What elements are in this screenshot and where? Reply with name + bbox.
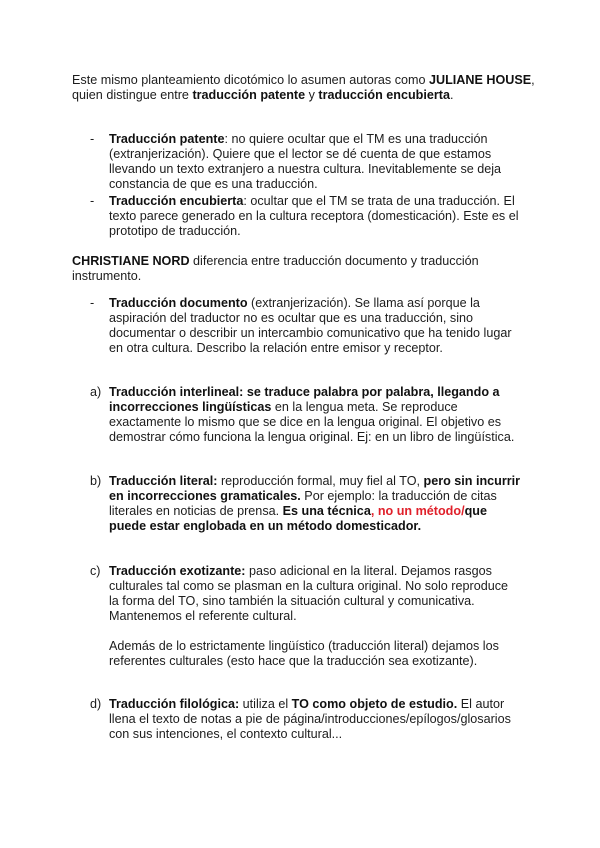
nord-text: diferencia entre traducción documento y traducción instrumento. bbox=[72, 254, 479, 283]
author-name-house: JULIANE HOUSE bbox=[429, 73, 532, 87]
list-marker: - bbox=[90, 296, 95, 310]
intro-paragraph bbox=[72, 73, 542, 103]
list-item-term: Traducción documento bbox=[109, 296, 248, 310]
list-item-term: Traducción exotizante: bbox=[109, 564, 246, 578]
intro-text: . bbox=[449, 88, 454, 102]
list-item-text bbox=[109, 296, 521, 356]
list-marker: a) bbox=[90, 385, 102, 399]
list-item-text bbox=[109, 697, 521, 742]
list-item-term: Traducción encubierta bbox=[109, 194, 244, 208]
list-marker: c) bbox=[90, 564, 101, 578]
nord-paragraph bbox=[72, 254, 542, 284]
list-item-text bbox=[109, 474, 521, 534]
intro-text: y bbox=[305, 88, 319, 102]
intro-text: Este mismo planteamiento dicotómico lo asumen autoras como bbox=[72, 73, 429, 87]
term-encubierta: traducción encubierta bbox=[318, 88, 450, 102]
list-item-emphasis: pero sin incurrir en incorrecciones gramaticales. bbox=[109, 474, 521, 503]
list-item-body: en la lengua meta. Se reproduce exactamente lo mismo que se dice en la lengua original. El objetivo es demostrar cómo funciona la lengua original. Ej: en un libro de lingüística. bbox=[109, 400, 515, 444]
list-item-body: paso adicional en la literal. Dejamos rasgos culturales tal como se plasman en la cultura original. No solo reproduce la forma del TO, sino también la situación cultural y comunicativa. Mantenemos el referente cultural. bbox=[109, 564, 509, 623]
list-item-emphasis: Es una técnica bbox=[282, 504, 371, 518]
list-item-emphasis: TO como objeto de estudio. bbox=[291, 697, 458, 711]
list-item-body: Por ejemplo: la traducción de citas literales en noticias de prensa. bbox=[109, 489, 497, 518]
author-name-nord: CHRISTIANE NORD bbox=[72, 254, 190, 268]
list-item-body: : ocultar que el TM se trata de una traducción. El texto parece generado en la cultura receptora (domesticación). Este es el prototipo de traducción. bbox=[109, 194, 519, 238]
list-item-emphasis: que puede estar englobada en un método domesticador. bbox=[109, 504, 487, 533]
intro-text: , quien distingue entre bbox=[72, 73, 535, 102]
list-marker: d) bbox=[90, 697, 102, 711]
list-item-paragraph: Además de lo estrictamente lingüístico (traducción literal) dejamos los referentes culturales (esto hace que la traducción sea exotizante). bbox=[109, 639, 499, 668]
term-patente: traducción patente bbox=[192, 88, 306, 102]
list-item-text bbox=[109, 385, 521, 445]
list-item-paragraph bbox=[109, 564, 521, 624]
list-item-term: Traducción patente bbox=[109, 132, 225, 146]
list-item-text bbox=[109, 564, 521, 669]
list-item-term: Traducción filológica: bbox=[109, 697, 240, 711]
red-highlight: , no un método/ bbox=[370, 504, 465, 518]
list-item-text bbox=[109, 132, 521, 192]
list-item-body: reproducción formal, muy fiel al TO, bbox=[217, 474, 424, 488]
list-marker: - bbox=[90, 132, 95, 146]
list-item-body: utiliza el bbox=[239, 697, 292, 711]
list-item-term: Traducción interlineal: se traduce palabra por palabra, llegando a incorrecciones lingüísticas bbox=[109, 385, 500, 414]
list-item-text bbox=[109, 194, 521, 239]
list-marker: b) bbox=[90, 474, 102, 488]
list-item-body: : no quiere ocultar que el TM es una traducción (extranjerización). Quiere que el lector se dé cuenta de que estamos llevando un texto extranjero a nuestra cultura. Inevitablemente se deja constancia de que es una traducción. bbox=[109, 132, 502, 191]
list-item-body: El autor llena el texto de notas a pie de página/introducciones/epílogos/glosarios con sus intenciones, el contexto cultural... bbox=[109, 697, 511, 741]
list-marker: - bbox=[90, 194, 95, 208]
list-item-term: Traducción literal: bbox=[109, 474, 218, 488]
list-item-body: (extranjerización). Se llama así porque la aspiración del traductor no es ocultar que es una traducción, sino documentar o describir un intercambio comunicativo que ha tenido lugar en otra cultura. Describo la relación entre emisor y receptor. bbox=[109, 296, 512, 355]
